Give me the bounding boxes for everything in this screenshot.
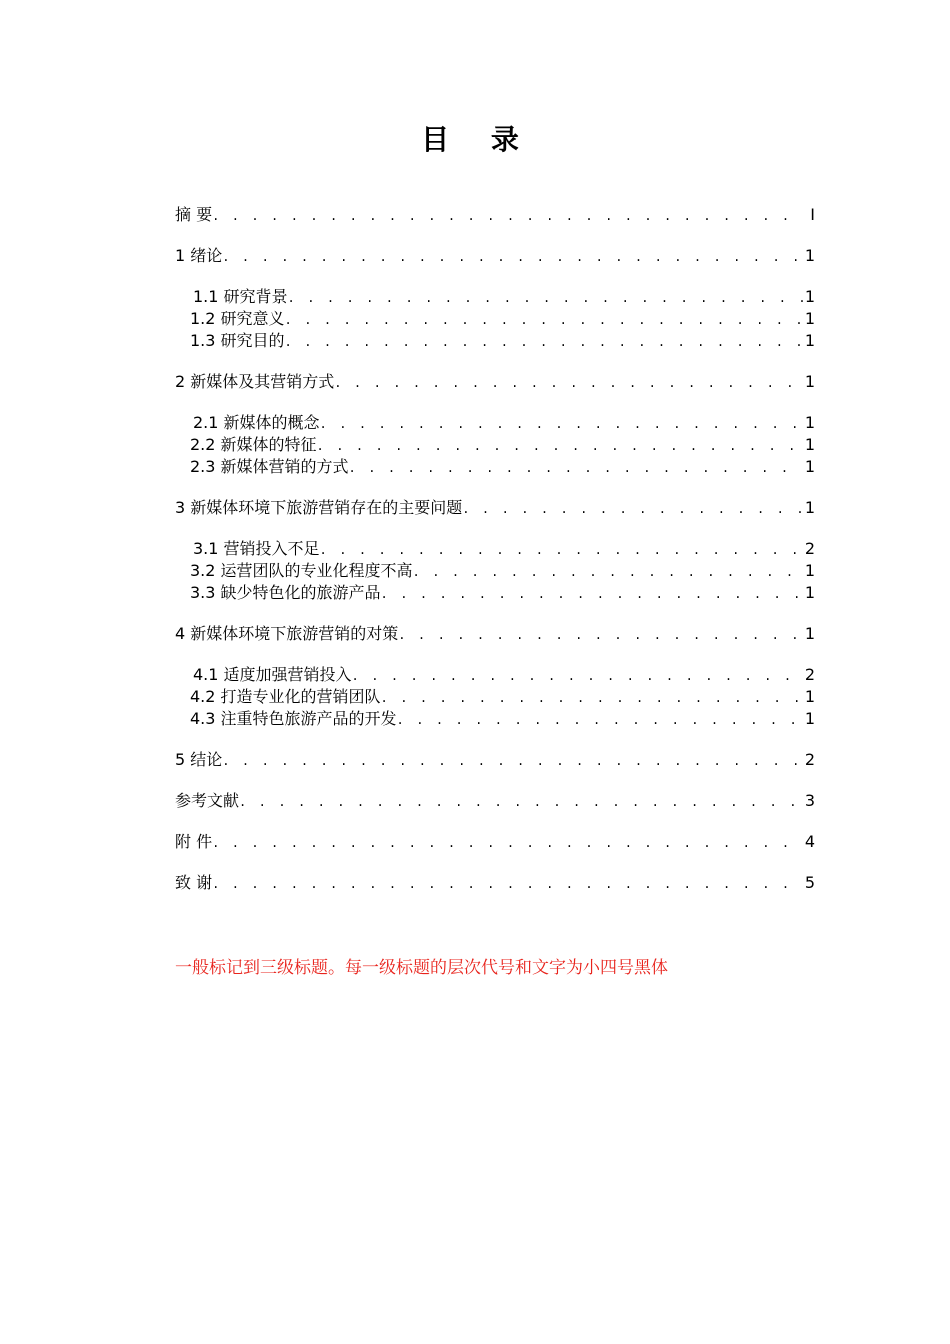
toc-entry-page: 1 — [804, 709, 815, 728]
toc-entry-label: 1.3 研究目的 — [190, 331, 285, 350]
toc-entry-page: 1 — [804, 435, 815, 454]
dot-leader — [212, 873, 803, 895]
toc-entry-section-4-3[interactable] — [175, 708, 815, 730]
toc-entry-label: 2.3 新媒体营销的方式 — [190, 457, 349, 476]
toc-entry-page: 1 — [804, 413, 815, 432]
toc-entry-label: 4 新媒体环境下旅游营销的对策 — [175, 624, 399, 643]
dot-leader — [320, 413, 803, 435]
dot-leader — [212, 205, 803, 227]
toc-entry-page: 1 — [804, 372, 815, 391]
dot-leader — [352, 665, 803, 687]
toc-entry-page: I — [810, 205, 815, 224]
toc-entry-page: 1 — [804, 331, 815, 350]
toc-entry-page: 1 — [804, 624, 815, 643]
toc-entry-chapter-5[interactable] — [175, 749, 815, 771]
toc-entry-references[interactable] — [175, 790, 815, 812]
dot-leader — [398, 624, 803, 646]
toc-entry-label: 参考文献 — [175, 791, 240, 810]
dot-leader — [462, 498, 803, 520]
toc-entry-label: 附 件 — [175, 832, 213, 851]
dot-leader — [222, 750, 803, 772]
toc-entry-page: 1 — [804, 561, 815, 580]
toc-entry-page: 5 — [804, 873, 815, 892]
toc-title: 目 录 — [421, 123, 535, 156]
toc-entry-section-1-1[interactable] — [175, 286, 815, 308]
dot-leader — [317, 435, 803, 457]
toc-entry-label: 4.1 适度加强营销投入 — [193, 665, 352, 684]
toc-entry-chapter-2[interactable] — [175, 371, 815, 393]
toc-entry-chapter-3[interactable] — [175, 497, 815, 519]
toc-entry-page: 1 — [804, 246, 815, 265]
toc-entry-section-1-2[interactable] — [175, 308, 815, 330]
formatting-note: 一般标记到三级标题。每一级标题的层次代号和文字为小四号黑体 — [175, 958, 668, 978]
toc-entry-section-3-2[interactable] — [175, 560, 815, 582]
toc-entry-label: 摘 要 — [175, 205, 213, 224]
toc-entry-abstract[interactable] — [175, 204, 815, 226]
toc-entry-page: 1 — [804, 498, 815, 517]
dot-leader — [239, 791, 803, 813]
dot-leader — [349, 457, 803, 479]
toc-entry-section-3-1[interactable] — [175, 538, 815, 560]
toc-entry-page: 1 — [804, 687, 815, 706]
toc-entry-label: 1.1 研究背景 — [193, 287, 288, 306]
toc-entry-page: 1 — [804, 583, 815, 602]
toc-entry-section-2-3[interactable] — [175, 456, 815, 478]
toc-entry-acknowledgements[interactable] — [175, 872, 815, 894]
toc-entry-section-4-2[interactable] — [175, 686, 815, 708]
toc-entry-label: 3.2 运营团队的专业化程度不高 — [190, 561, 413, 580]
toc-entry-chapter-4[interactable] — [175, 623, 815, 645]
toc-entry-label: 2 新媒体及其营销方式 — [175, 372, 335, 391]
toc-entry-page: 1 — [804, 457, 815, 476]
toc-entry-label: 3 新媒体环境下旅游营销存在的主要问题 — [175, 498, 463, 517]
dot-leader — [212, 832, 803, 854]
dot-leader — [285, 331, 803, 353]
toc-entry-label: 致 谢 — [175, 873, 213, 892]
dot-leader — [320, 539, 803, 561]
toc-entry-label: 2.2 新媒体的特征 — [190, 435, 317, 454]
toc-entry-label: 3.3 缺少特色化的旅游产品 — [190, 583, 381, 602]
toc-entry-appendix[interactable] — [175, 831, 815, 853]
dot-leader — [397, 709, 803, 731]
toc-entry-section-2-2[interactable] — [175, 434, 815, 456]
dot-leader — [285, 309, 803, 331]
toc-entry-page: 1 — [804, 309, 815, 328]
dot-leader — [334, 372, 803, 394]
toc-entry-section-2-1[interactable] — [175, 412, 815, 434]
toc-entry-page: 2 — [804, 539, 815, 558]
dot-leader — [381, 583, 803, 605]
dot-leader — [381, 687, 803, 709]
dot-leader — [288, 287, 803, 309]
toc-entry-chapter-1[interactable] — [175, 245, 815, 267]
toc-entry-page: 2 — [804, 750, 815, 769]
toc-entry-label: 1.2 研究意义 — [190, 309, 285, 328]
toc-entry-label: 4.3 注重特色旅游产品的开发 — [190, 709, 397, 728]
toc-entry-page: 2 — [804, 665, 815, 684]
toc-entry-section-4-1[interactable] — [175, 664, 815, 686]
toc-entry-section-1-3[interactable] — [175, 330, 815, 352]
dot-leader — [222, 246, 803, 268]
toc-entry-page: 3 — [804, 791, 815, 810]
toc-entry-label: 2.1 新媒体的概念 — [193, 413, 320, 432]
toc-entry-page: 4 — [804, 832, 815, 851]
toc-entry-label: 3.1 营销投入不足 — [193, 539, 320, 558]
dot-leader — [413, 561, 803, 583]
toc-entry-section-3-3[interactable] — [175, 582, 815, 604]
toc-entry-page: 1 — [804, 287, 815, 306]
toc-entry-label: 5 结论 — [175, 750, 223, 769]
toc-entry-label: 1 绪论 — [175, 246, 223, 265]
toc-entry-label: 4.2 打造专业化的营销团队 — [190, 687, 381, 706]
